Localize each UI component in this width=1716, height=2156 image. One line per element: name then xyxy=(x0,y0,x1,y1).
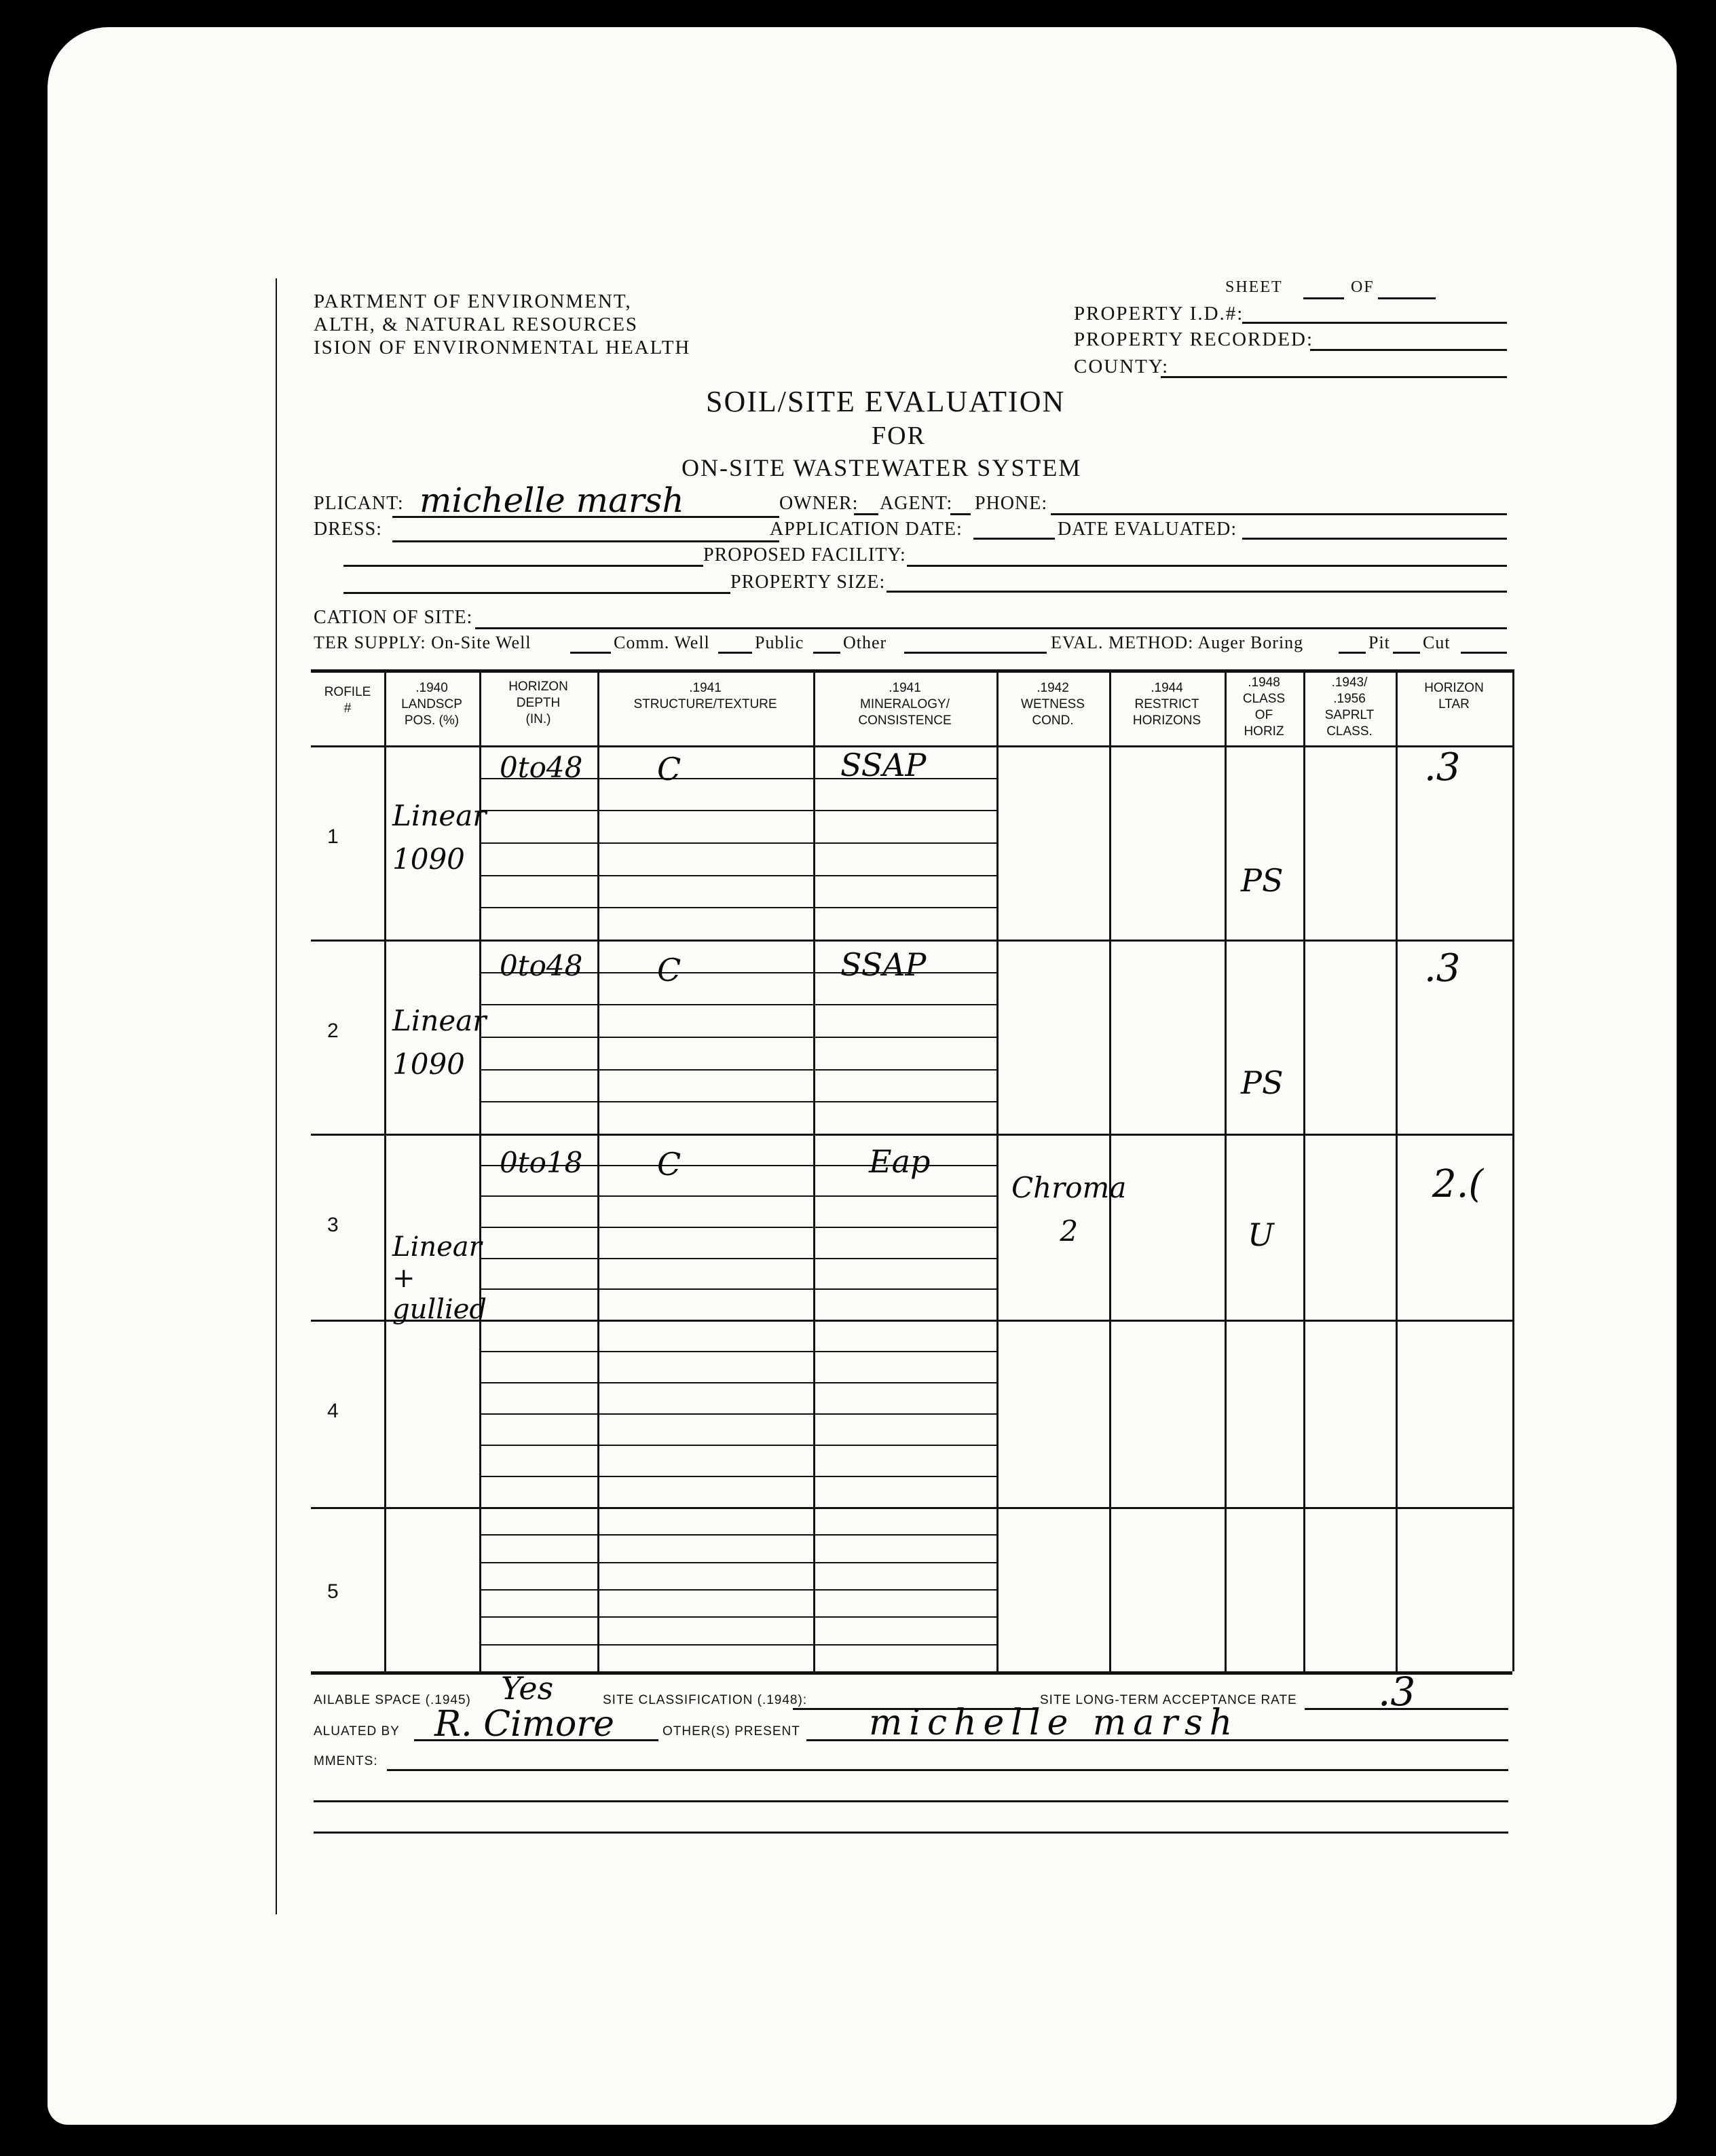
col-header-depth: HORIZON DEPTH (IN.) xyxy=(508,680,568,726)
profile-number: 2 xyxy=(327,1020,339,1042)
of-label: OF xyxy=(1351,278,1375,296)
others-present-value: michelle marsh xyxy=(869,1703,1239,1743)
profile-number: 1 xyxy=(327,825,339,848)
sub-horizon-line xyxy=(479,1037,996,1038)
horizon-depth: 0to18 xyxy=(500,1146,583,1179)
department-line-2: ALTH, & NATURAL RESOURCES xyxy=(314,314,639,335)
horizon-class: PS xyxy=(1241,1064,1284,1101)
col-sep xyxy=(813,669,815,1671)
col-header-structure: .1941 STRUCTURE/TEXTURE xyxy=(633,681,777,711)
county-label: COUNTY: xyxy=(1074,356,1170,377)
horizon-class: U xyxy=(1248,1216,1274,1253)
others-present-label: OTHER(S) PRESENT xyxy=(663,1724,800,1739)
profile-number: 3 xyxy=(327,1214,339,1236)
phone-field[interactable] xyxy=(1051,513,1507,515)
pit-field[interactable] xyxy=(1393,652,1420,654)
evaluated-by-label: ALUATED BY xyxy=(314,1724,400,1739)
comments-field-line-3[interactable] xyxy=(314,1832,1508,1834)
sub-horizon-line xyxy=(479,1445,996,1446)
location-label: CATION OF SITE: xyxy=(314,607,473,628)
mineralogy-consistence: SSAP xyxy=(840,946,927,983)
row-separator xyxy=(311,1134,1512,1136)
horizon-ltar: 2.( xyxy=(1432,1162,1484,1206)
property-size-field[interactable] xyxy=(887,591,1507,593)
table-bottom-border xyxy=(311,1671,1512,1675)
public-field[interactable] xyxy=(813,652,840,654)
owner-label: OWNER: xyxy=(779,493,859,514)
horizon-depth: 0to48 xyxy=(500,949,583,982)
pit-label: Pit xyxy=(1368,633,1390,652)
landscape-position: Linear 1090 xyxy=(392,1004,487,1081)
address-label: DRESS: xyxy=(314,519,382,540)
comm-well-field[interactable] xyxy=(718,652,752,654)
sub-horizon-line xyxy=(479,1562,996,1563)
department-line-3: ISION OF ENVIRONMENTAL HEALTH xyxy=(314,337,691,358)
available-space-value: Yes xyxy=(501,1670,554,1707)
col-header-restrict: .1944 RESTRICT HORIZONS xyxy=(1132,681,1201,728)
col-sep xyxy=(384,669,386,1671)
site-ltar-label: SITE LONG-TERM ACCEPTANCE RATE xyxy=(1040,1693,1297,1707)
phone-label: PHONE: xyxy=(975,493,1048,514)
sub-horizon-line xyxy=(479,1195,996,1197)
row-separator xyxy=(311,1320,1512,1322)
other-label: Other xyxy=(843,633,887,652)
address-field-line-3[interactable] xyxy=(343,592,730,594)
col-header-saprolite: .1943/ .1956 SAPRLT CLASS. xyxy=(1324,675,1375,739)
left-margin-rule xyxy=(276,278,277,1914)
table-top-border xyxy=(311,669,1512,673)
date-evaluated-field[interactable] xyxy=(1242,538,1507,540)
sub-horizon-line xyxy=(479,1288,996,1290)
horizon-ltar: .3 xyxy=(1424,946,1461,990)
applicant-value: michelle marsh xyxy=(419,481,684,520)
comm-well-label: Comm. Well xyxy=(614,633,710,652)
sub-horizon-line xyxy=(479,1227,996,1228)
sub-horizon-line xyxy=(479,1476,996,1477)
sub-horizon-line xyxy=(479,1616,996,1618)
sub-horizon-line xyxy=(479,907,996,908)
table-right-border xyxy=(1512,669,1514,1671)
sub-horizon-line xyxy=(479,842,996,844)
site-classification-label: SITE CLASSIFICATION (.1948): xyxy=(603,1693,808,1707)
sheet-field[interactable] xyxy=(1303,297,1344,299)
available-space-label: AILABLE SPACE (.1945) xyxy=(314,1693,471,1707)
col-sep xyxy=(1303,669,1305,1671)
sub-horizon-line xyxy=(479,1101,996,1102)
sub-horizon-line xyxy=(479,1258,996,1259)
col-header-class: .1948 CLASS OF HORIZ xyxy=(1242,675,1286,739)
landscape-position: Linear 1090 xyxy=(392,799,487,876)
county-field[interactable] xyxy=(1161,376,1507,378)
agent-field[interactable] xyxy=(950,513,971,515)
sub-horizon-line xyxy=(479,1004,996,1005)
col-sep xyxy=(1396,669,1398,1671)
address-field-line-2[interactable] xyxy=(343,565,703,567)
applicant-label: PLICANT: xyxy=(314,493,404,514)
property-recorded-field[interactable] xyxy=(1310,349,1507,351)
row-separator xyxy=(311,1507,1512,1509)
col-sep xyxy=(1225,669,1227,1671)
address-field[interactable] xyxy=(392,540,779,542)
agent-label: AGENT: xyxy=(880,493,953,514)
sub-horizon-line xyxy=(479,1413,996,1415)
col-sep xyxy=(996,669,999,1671)
cut-field[interactable] xyxy=(1461,652,1507,654)
profile-number: 4 xyxy=(327,1400,339,1422)
proposed-facility-label: PROPOSED FACILITY: xyxy=(703,544,906,565)
col-header-mineralogy: .1941 MINERALOGY/ CONSISTENCE xyxy=(858,681,952,728)
sub-horizon-line xyxy=(479,1351,996,1352)
col-header-profile: ROFILE # xyxy=(324,685,371,715)
sub-horizon-line xyxy=(479,875,996,876)
owner-field[interactable] xyxy=(854,513,878,515)
form-title-for: FOR xyxy=(872,422,926,450)
structure-texture: C xyxy=(657,751,682,787)
on-site-well-field[interactable] xyxy=(570,652,611,654)
col-header-wetness: .1942 WETNESS COND. xyxy=(1021,681,1085,728)
sub-horizon-line xyxy=(479,1644,996,1646)
sheet-label: SHEET xyxy=(1225,278,1283,296)
water-supply-label: TER SUPPLY: On-Site Well xyxy=(314,633,531,652)
profile-number: 5 xyxy=(327,1580,339,1603)
comments-label: MMENTS: xyxy=(314,1754,378,1768)
horizon-ltar: .3 xyxy=(1424,745,1461,789)
other-field[interactable] xyxy=(904,652,1047,654)
property-id-field[interactable] xyxy=(1242,322,1507,324)
property-recorded-label: PROPERTY RECORDED: xyxy=(1074,329,1314,350)
comments-field[interactable] xyxy=(387,1769,1508,1771)
form-subtitle: ON-SITE WASTEWATER SYSTEM xyxy=(682,454,1082,481)
sub-horizon-line xyxy=(479,1589,996,1591)
row-separator xyxy=(311,940,1512,942)
form-sheet xyxy=(48,27,1677,2125)
sub-horizon-line xyxy=(479,1382,996,1383)
property-size-label: PROPERTY SIZE: xyxy=(730,572,886,593)
application-date-label: APPLICATION DATE: xyxy=(770,519,963,540)
proposed-facility-field[interactable] xyxy=(907,565,1507,567)
auger-boring-field[interactable] xyxy=(1339,652,1366,654)
location-field[interactable] xyxy=(475,627,1507,629)
sub-horizon-line xyxy=(479,1534,996,1536)
col-header-ltar: HORIZON LTAR xyxy=(1424,681,1484,711)
wetness-condition: Chroma 2 xyxy=(1011,1171,1127,1248)
horizon-depth: 0to48 xyxy=(500,751,583,784)
evaluated-by-signature: R. Cimore xyxy=(434,1704,614,1745)
date-evaluated-label: DATE EVALUATED: xyxy=(1058,519,1237,540)
comments-field-line-2[interactable] xyxy=(314,1800,1508,1802)
eval-method-label: EVAL. METHOD: Auger Boring xyxy=(1051,633,1304,652)
department-line-1: PARTMENT OF ENVIRONMENT, xyxy=(314,291,632,312)
horizon-class: PS xyxy=(1241,862,1284,899)
col-sep xyxy=(597,669,599,1671)
structure-texture: C xyxy=(657,1146,682,1183)
form-title: SOIL/SITE EVALUATION xyxy=(706,385,1066,418)
sub-horizon-line xyxy=(479,1069,996,1071)
structure-texture: C xyxy=(657,952,682,988)
mineralogy-consistence: SSAP xyxy=(840,747,927,783)
sub-horizon-line xyxy=(479,810,996,811)
cut-label: Cut xyxy=(1423,633,1451,652)
landscape-position: Linear + gullied xyxy=(392,1231,487,1325)
application-date-field[interactable] xyxy=(973,538,1055,540)
property-id-label: PROPERTY I.D.#: xyxy=(1074,303,1244,324)
site-ltar-value: .3 xyxy=(1378,1669,1416,1715)
col-header-landscape: .1940 LANDSCP POS. (%) xyxy=(401,681,462,728)
public-label: Public xyxy=(755,633,804,652)
of-field[interactable] xyxy=(1378,297,1436,299)
mineralogy-consistence: Eap xyxy=(869,1143,931,1180)
